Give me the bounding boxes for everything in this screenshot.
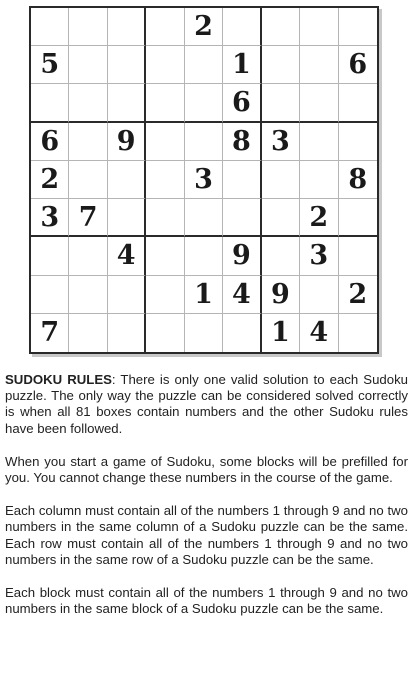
sudoku-cell-r3-c4[interactable] <box>146 84 184 122</box>
sudoku-cell-r7-c8[interactable]: 3 <box>300 237 338 275</box>
sudoku-cell-r2-c8[interactable] <box>300 46 338 84</box>
rules-intro-text: : There is only one valid solution to each Sudoku puzzle. The only way the puzzle can be considered solved correctly is when all 81 boxes contain numbers and the other Sudoku rules have been followed. <box>5 372 409 436</box>
sudoku-cell-r5-c5[interactable]: 3 <box>185 161 223 199</box>
sudoku-cell-r8-c6[interactable]: 4 <box>223 276 261 314</box>
sudoku-cell-r1-c7[interactable] <box>262 8 300 46</box>
sudoku-cell-r2-c4[interactable] <box>146 46 184 84</box>
sudoku-cell-r4-c2[interactable] <box>69 123 107 161</box>
sudoku-cell-r7-c4[interactable] <box>146 237 184 275</box>
sudoku-cell-r5-c1[interactable]: 2 <box>31 161 69 199</box>
sudoku-cell-r4-c1[interactable]: 6 <box>31 123 69 161</box>
sudoku-cell-r4-c4[interactable] <box>146 123 184 161</box>
sudoku-cell-r7-c6[interactable]: 9 <box>223 237 261 275</box>
sudoku-cell-r7-c1[interactable] <box>31 237 69 275</box>
sudoku-cell-r3-c6[interactable]: 6 <box>223 84 261 122</box>
sudoku-cell-r9-c2[interactable] <box>69 314 107 352</box>
sudoku-cell-r2-c7[interactable] <box>262 46 300 84</box>
sudoku-cell-r3-c5[interactable] <box>185 84 223 122</box>
sudoku-cell-r5-c2[interactable] <box>69 161 107 199</box>
rules-intro-paragraph <box>5 372 408 437</box>
sudoku-cell-r1-c9[interactable] <box>339 8 377 46</box>
sudoku-cell-r5-c7[interactable] <box>262 161 300 199</box>
sudoku-cell-r5-c6[interactable] <box>223 161 261 199</box>
sudoku-cell-r9-c8[interactable]: 4 <box>300 314 338 352</box>
rules-prefilled-paragraph: When you start a game of Sudoku, some blocks will be prefilled for you. You cannot change these numbers in the course of the game. <box>5 453 408 486</box>
sudoku-cell-r2-c3[interactable] <box>108 46 146 84</box>
sudoku-cell-r7-c9[interactable] <box>339 237 377 275</box>
sudoku-cell-r1-c4[interactable] <box>146 8 184 46</box>
sudoku-cell-r9-c7[interactable]: 1 <box>262 314 300 352</box>
sudoku-cell-r3-c2[interactable] <box>69 84 107 122</box>
sudoku-cell-r9-c5[interactable] <box>185 314 223 352</box>
sudoku-cell-r5-c3[interactable] <box>108 161 146 199</box>
sudoku-cell-r4-c5[interactable] <box>185 123 223 161</box>
sudoku-cell-r5-c9[interactable]: 8 <box>339 161 377 199</box>
sudoku-cell-r4-c7[interactable]: 3 <box>262 123 300 161</box>
sudoku-cell-r6-c4[interactable] <box>146 199 184 237</box>
sudoku-cell-r3-c7[interactable] <box>262 84 300 122</box>
sudoku-cell-r4-c9[interactable] <box>339 123 377 161</box>
sudoku-cell-r9-c9[interactable] <box>339 314 377 352</box>
sudoku-cell-r5-c4[interactable] <box>146 161 184 199</box>
sudoku-cell-r4-c8[interactable] <box>300 123 338 161</box>
rules-section <box>5 372 408 634</box>
sudoku-cell-r3-c8[interactable] <box>300 84 338 122</box>
sudoku-cell-r9-c4[interactable] <box>146 314 184 352</box>
sudoku-cell-r3-c9[interactable] <box>339 84 377 122</box>
sudoku-cell-r8-c4[interactable] <box>146 276 184 314</box>
sudoku-cell-r6-c9[interactable] <box>339 199 377 237</box>
sudoku-cell-r1-c5[interactable]: 2 <box>185 8 223 46</box>
sudoku-cell-r6-c3[interactable] <box>108 199 146 237</box>
sudoku-cell-r8-c3[interactable] <box>108 276 146 314</box>
sudoku-cell-r4-c3[interactable]: 9 <box>108 123 146 161</box>
sudoku-cell-r4-c6[interactable]: 8 <box>223 123 261 161</box>
sudoku-cell-r9-c6[interactable] <box>223 314 261 352</box>
sudoku-cell-r6-c6[interactable] <box>223 199 261 237</box>
sudoku-cell-r7-c5[interactable] <box>185 237 223 275</box>
sudoku-board <box>29 6 379 354</box>
sudoku-cell-r9-c1[interactable]: 7 <box>31 314 69 352</box>
sudoku-cell-r9-c3[interactable] <box>108 314 146 352</box>
rules-columns-rows-paragraph: Each column must contain all of the numbers 1 through 9 and no two numbers in the same column of a Sudoku puzzle can be the same. Each row must contain all of the numbers 1 through 9 and no two numbers in the same row of a Sudoku puzzle can be the same. <box>5 503 408 567</box>
sudoku-cell-r2-c9[interactable]: 6 <box>339 46 377 84</box>
rules-heading: SUDOKU RULES <box>5 372 112 387</box>
sudoku-cell-r6-c7[interactable] <box>262 199 300 237</box>
sudoku-cell-r2-c5[interactable] <box>185 46 223 84</box>
sudoku-cell-r2-c2[interactable] <box>69 46 107 84</box>
sudoku-cell-r8-c8[interactable] <box>300 276 338 314</box>
sudoku-cell-r1-c6[interactable] <box>223 8 261 46</box>
sudoku-cell-r7-c7[interactable] <box>262 237 300 275</box>
sudoku-cell-r3-c3[interactable] <box>108 84 146 122</box>
sudoku-cell-r8-c9[interactable]: 2 <box>339 276 377 314</box>
sudoku-cell-r7-c2[interactable] <box>69 237 107 275</box>
sudoku-cell-r3-c1[interactable] <box>31 84 69 122</box>
sudoku-cell-r2-c1[interactable]: 5 <box>31 46 69 84</box>
sudoku-cell-r6-c8[interactable]: 2 <box>300 199 338 237</box>
sudoku-cell-r8-c5[interactable]: 1 <box>185 276 223 314</box>
sudoku-cell-r5-c8[interactable] <box>300 161 338 199</box>
sudoku-cell-r6-c1[interactable]: 3 <box>31 199 69 237</box>
sudoku-cell-r8-c1[interactable] <box>31 276 69 314</box>
sudoku-cell-r6-c5[interactable] <box>185 199 223 237</box>
sudoku-cell-r8-c7[interactable]: 9 <box>262 276 300 314</box>
sudoku-cell-r1-c1[interactable] <box>31 8 69 46</box>
sudoku-cell-r1-c2[interactable] <box>69 8 107 46</box>
sudoku-cell-r7-c3[interactable]: 4 <box>108 237 146 275</box>
sudoku-cell-r6-c2[interactable]: 7 <box>69 199 107 237</box>
rules-blocks-paragraph: Each block must contain all of the numbers 1 through 9 and no two numbers in the same block of a Sudoku puzzle can be the same. <box>5 585 408 617</box>
sudoku-cell-r1-c3[interactable] <box>108 8 146 46</box>
sudoku-cell-r8-c2[interactable] <box>69 276 107 314</box>
sudoku-cell-r2-c6[interactable]: 1 <box>223 46 261 84</box>
sudoku-board-container <box>29 6 379 354</box>
sudoku-cell-r1-c8[interactable] <box>300 8 338 46</box>
